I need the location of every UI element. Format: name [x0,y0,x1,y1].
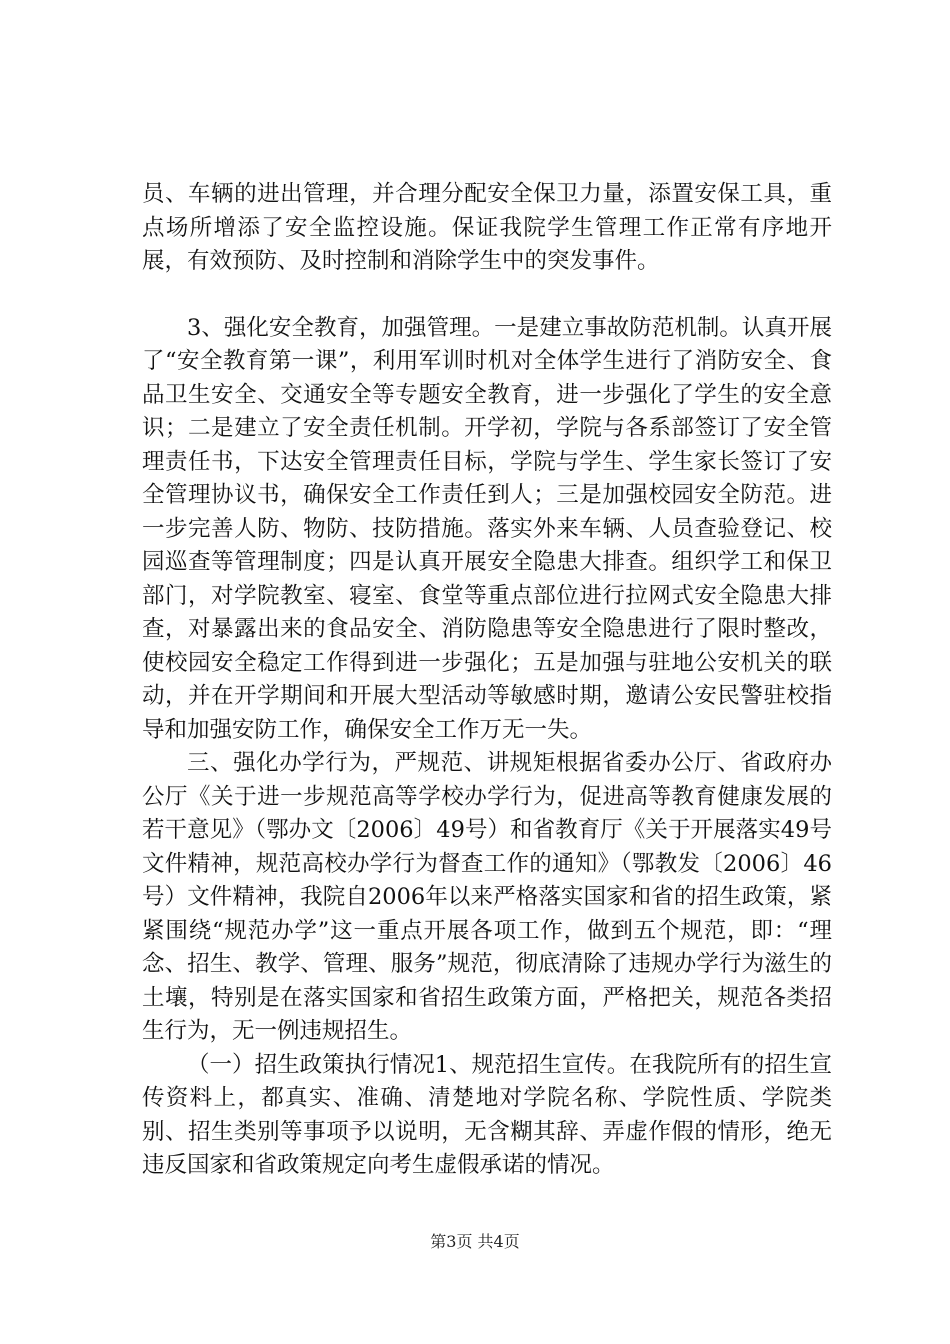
document-body [142,178,832,1183]
paragraph-continuation: 员、车辆的进出管理，并合理分配安全保卫力量，添置安保工具，重点场所增添了安全监控设施。保证我院学生管理工作正常有序地开展，有效预防、及时控制和消除学生中的突发事件。 [142,181,832,274]
page-number-footer: 第3页 共4页 [430,1232,520,1251]
paragraph-regulated-schooling: 三、强化办学行为，严规范、讲规矩根据省委办公厅、省政府办公厅《关于进一步规范高等学校办学行为，促进高等教育健康发展的若干意见》（鄂办文〔2006〕49号）和省教育厅《关于开展落实49号文件精神，规范高校办学行为督查工作的通知》（鄂教发〔2006〕46号）文件精神，我院自2006年以来严格落实国家和省的招生政策，紧紧围绕“规范办学”这一重点开展各项工作，做到五个规范，即：“理念、招生、教学、管理、服务”规范，彻底清除了违规办学行为滋生的土壤，特别是在落实国家和省招生政策方面，严格把关，规范各类招生行为，无一例违规招生。 [142,750,832,1044]
paragraph-safety-education: 3、强化安全教育，加强管理。一是建立事故防范机制。认真开展了“安全教育第一课”，利用军训时机对全体学生进行了消防安全、食品卫生安全、交通安全等专题安全教育，进一步强化了学生的安全意识；二是建立了安全责任机制。开学初，学院与各系部签订了安全管理责任书，下达安全管理责任目标，学院与学生、学生家长签订了安全管理协议书，确保安全工作责任到人；三是加强校园安全防范。进一步完善人防、物防、技防措施。落实外来车辆、人员查验登记、校园巡查等管理制度；四是认真开展安全隐患大排查。组织学工和保卫部门，对学院教室、寝室、食堂等重点部位进行拉网式安全隐患大排查，对暴露出来的食品安全、消防隐患等安全隐患进行了限时整改，使校园安全稳定工作得到进一步强化；五是加强与驻地公安机关的联动，并在开学期间和开展大型活动等敏感时期，邀请公安民警驻校指导和加强安防工作，确保安全工作万无一失。 [142,314,832,743]
paragraph-enrollment-policy: （一）招生政策执行情况1、规范招生宣传。在我院所有的招生宣传资料上，都真实、准确、清楚地对学院名称、学院性质、学院类别、招生类别等事项予以说明，无含糊其辞、弄虚作假的情形，绝无违反国家和省政策规定向考生虚假承诺的情况。 [142,1051,832,1178]
